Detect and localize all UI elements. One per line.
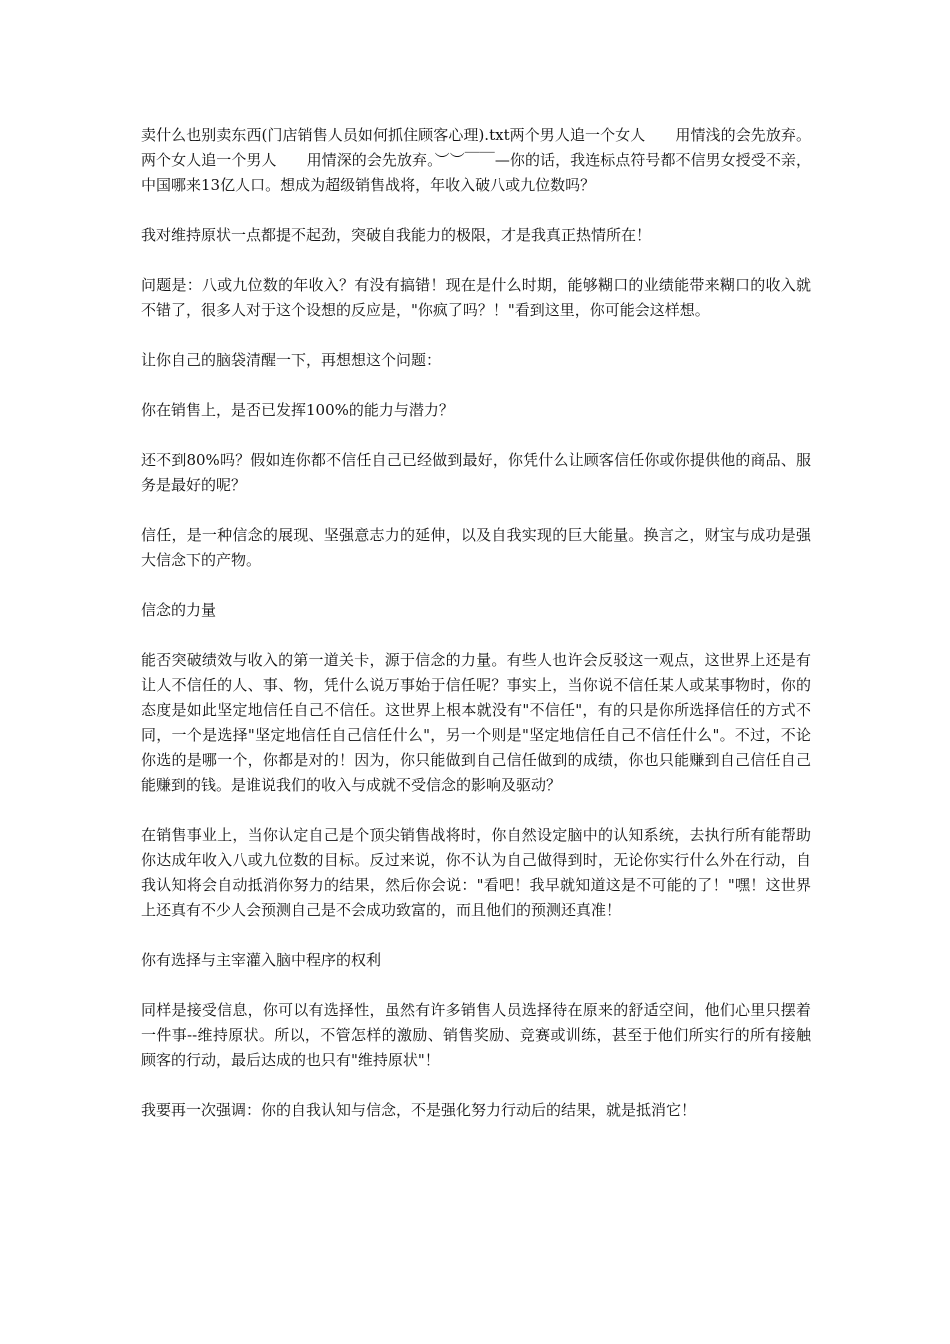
- status-quo-paragraph: 同样是接受信息，你可以有选择性，虽然有许多销售人员选择待在原来的舒适空间，他们心里只摆着一件事--维持原状。所以，不管怎样的激励、销售奖励、竞赛或训练，甚至于他们所实行的所有接触顾客的行动，最后达成的也只有"维持原状"！: [141, 1001, 811, 1069]
- potential-paragraph: 你在销售上，是否已发挥100%的能力与潜力？: [141, 401, 454, 419]
- question-paragraph: 问题是：八或九位数的年收入？有没有搞错！现在是什么时期，能够糊口的业绩能带来糊口的收入就不错了，很多人对于这个设想的反应是，"你疯了吗？！"看到这里，你可能会这样想。: [141, 276, 811, 319]
- section-heading-belief-power: 信念的力量: [141, 601, 217, 619]
- sales-career-paragraph: 在销售事业上，当你认定自己是个顶尖销售战将时，你自然设定脑中的认知系统，去执行所有能帮助你达成年收入八或九位数的目标。反过来说，你不认为自己做得到时，无论你实行什么外在行动，自我认知将会自动抵消你努力的结果，然后你会说："看吧！我早就知道这是不可能的了！"嘿！这世界上还真有不少人会预测自己是不会成功致富的，而且他们的预测还真准！: [141, 826, 811, 919]
- trust-definition-paragraph: 信任，是一种信念的展现、坚强意志力的延伸，以及自我实现的巨大能量。换言之，财宝与成功是强大信念下的产物。: [141, 526, 811, 569]
- document-page: [141, 123, 811, 1148]
- section-heading-choice: 你有选择与主宰灌入脑中程序的权利: [141, 951, 382, 969]
- trust-self-paragraph: 还不到80%吗？假如连你都不信任自己已经做到最好，你凭什么让顾客信任你或你提供他的商品、服务是最好的呢？: [141, 451, 811, 494]
- passion-paragraph: 我对维持原状一点都提不起劲，突破自我能力的极限，才是我真正热情所在！: [141, 226, 652, 244]
- emphasis-paragraph: 我要再一次强调：你的自我认知与信念，不是强化努力行动后的结果，就是抵消它！: [141, 1101, 697, 1119]
- belief-power-paragraph: 能否突破绩效与收入的第一道关卡，源于信念的力量。有些人也许会反驳这一观点，这世界上还是有让人不信任的人、事、物，凭什么说万事始于信任呢？事实上，当你说不信任某人或某事物时，你的态度是如此坚定地信任自己不信任。这世界上根本就没有"不信任"，有的只是你所选择信任的方式不同，一个是选择"坚定地信任自己信任什么"，另一个则是"坚定地信任自己不信任什么"。不过，不论你选的是哪一个，你都是对的！因为，你只能做到自己信任做到的成绩，你也只能赚到自己信任自己能赚到的钱。是谁说我们的收入与成就不受信念的影响及驱动？: [141, 651, 811, 794]
- clear-head-paragraph: 让你自己的脑袋清醒一下，再想想这个问题：: [141, 351, 442, 369]
- intro-paragraph: 卖什么也别卖东西(门店销售人员如何抓住顾客心理).txt两个男人追一个女人 用情浅的会先放弃。两个女人追一个男人 用情深的会先放弃。︶︶￣￣—你的话，我连标点符号都不信男女授受不亲，中国哪来13亿人口。想成为超级销售战将，年收入破八或九位数吗？: [141, 126, 811, 194]
